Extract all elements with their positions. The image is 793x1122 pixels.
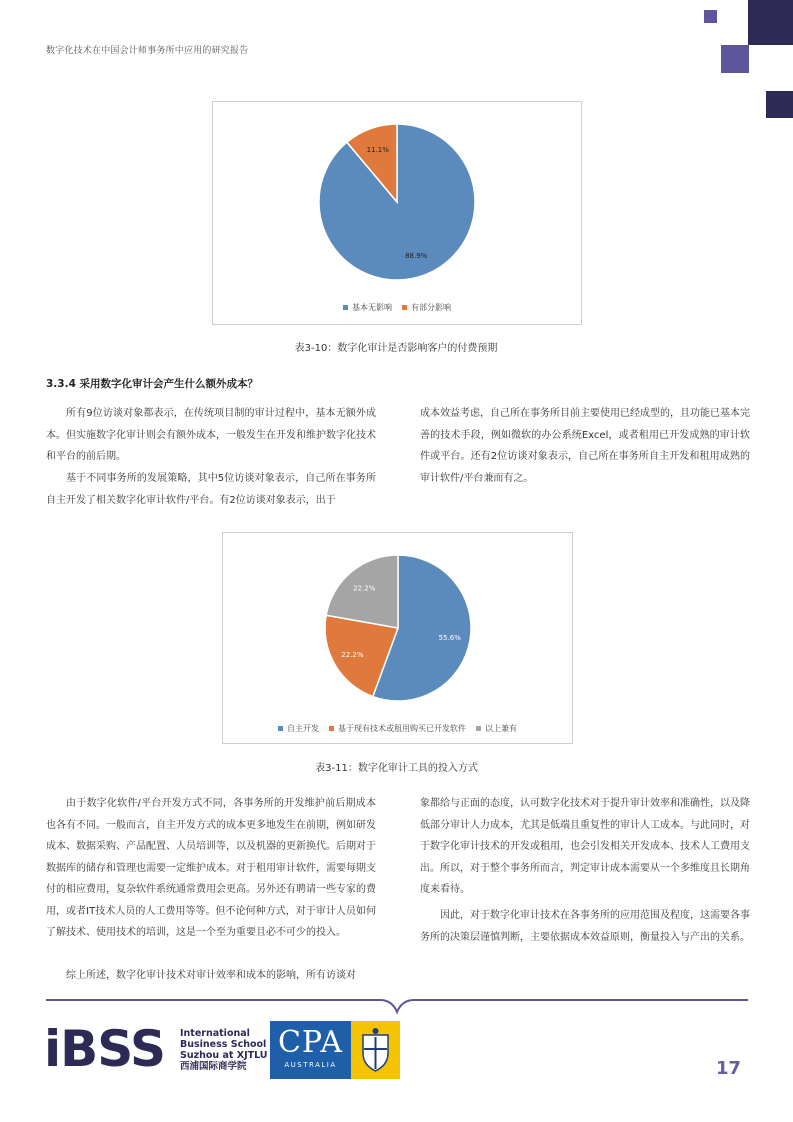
footer-divider: [0, 992, 793, 1022]
paragraph-top-left-2: 基于不同事务所的发展策略，其中5位访谈对象表示，自己所在事务所自主开发了相关数字化审计软件/平台。有2位访谈对象表示，出于: [46, 473, 376, 506]
pie-1-legend-item-0: [343, 302, 392, 313]
pie-1-label-0: 88.9%: [405, 251, 428, 260]
chart-1-legend: [213, 302, 581, 313]
cpa-logo-subtext: AUSTRALIA: [284, 1061, 337, 1069]
ibss-line-4: 西浦国际商学院: [180, 1061, 247, 1072]
pie-chart-2: [223, 533, 572, 718]
paragraph-bottom-right-2: 因此，对于数字化审计技术在各事务所的应用范围及程度，这需要各事务所的决策层谨慎判断，主要依据成本效益原则，衡量投入与产出的关系。: [420, 910, 750, 943]
pie-1-legend-label-0: 基本无影响: [352, 303, 392, 312]
paragraph-top-right: 成本效益考虑，自己所在事务所目前主要使用已经成型的，且功能已基本完善的技术手段，例如微软的办公系统Excel，或者租用已开发成熟的审计软件或平台。还有2位访谈对象表示，自己所在事务所自主开发和租用成熟的审计软件/平台兼而有之。: [420, 408, 750, 484]
corner-square-navy-large: [748, 0, 793, 45]
pie-2-legend-label-0: 自主开发: [287, 724, 319, 733]
pie-2-legend-swatch-1: [329, 726, 334, 731]
chart-2-legend: [223, 723, 572, 734]
pie-2-legend-label-1: 基于现有技术或租用购买已开发软件: [338, 724, 466, 733]
section-heading: 3.3.4 采用数字化审计会产生什么额外成本？: [46, 378, 259, 390]
pie-2-label-2: 22.2%: [353, 584, 376, 593]
page-number: 17: [716, 1058, 742, 1079]
cpa-australia-logo: [270, 1021, 351, 1079]
ibss-line-1: International: [180, 1028, 250, 1039]
pie-1-legend-swatch-0: [343, 305, 348, 310]
paragraph-bottom-left-2: 综上所述，数字化审计技术对审计效率和成本的影响，所有访谈对: [66, 970, 356, 981]
ibss-line-2: Business School: [180, 1039, 267, 1050]
corner-square-purple: [721, 45, 749, 73]
pie-1-legend-label-1: 有部分影响: [411, 303, 451, 312]
paragraph-bottom-right: 象都给与正面的态度，认可数字化技术对于提升审计效率和准确性，以及降低部分审计人力成本，尤其是低端且重复性的审计人工成本。与此同时，对于数字化审计技术的开发或租用，也会引发相关开发成本、技术人工费用支出。所以，对于整个事务所而言，判定审计成本需要从一个多维度且长期角度来看待。: [420, 798, 750, 895]
pie-1-legend-item-1: [402, 302, 451, 313]
corner-square-navy-small: [766, 91, 793, 118]
pie-2-legend-item-1: [329, 723, 466, 734]
ibss-line-3: Suzhou at XJTLU: [180, 1050, 268, 1061]
pie-2-label-0: 55.6%: [438, 634, 461, 643]
corner-square-small: [704, 10, 717, 23]
chart-2-box: [222, 532, 573, 744]
cpa-logo-text: CPA: [277, 1025, 344, 1060]
running-header: 数字化技术在中国会计师事务所中应用的研究报告: [46, 46, 249, 56]
caption-table-3-11: 表3-11：数字化审计工具的投入方式: [315, 763, 478, 774]
chart-1-box: [212, 101, 582, 325]
paragraph-top-left: 所有9位访谈对象都表示，在传统项目制的审计过程中，基本无额外成本。但实施数字化审计则会有额外成本，一般发生在开发和维护数字化技术和平台的前后期。: [46, 408, 376, 462]
pie-1-legend-swatch-1: [402, 305, 407, 310]
crest-logo: [351, 1021, 400, 1079]
pie-2-legend-swatch-2: [476, 726, 481, 731]
paragraph-bottom-left: 由于数字化软件/平台开发方式不同，各事务所的开发维护前后期成本也各有不同。一般而言，自主开发方式的成本更多地发生在前期，例如研发成本、数据采购、产品配置、人员培训等，以及机器的更新换代。后期对于数据库的储存和管理也需要一定维护成本。对于租用审计软件，需要每期支付的相应费用，复杂软件系统通常费用会更高。另外还有聘请一些专家的费用，或者IT技术人员的人工费用等等。但不论何种方式，对于审计人员如何了解技术、使用技术的培训，这是一个至为重要且必不可少的投入。: [46, 798, 376, 938]
pie-2-label-1: 22.2%: [341, 651, 364, 660]
pie-2-legend-swatch-0: [278, 726, 283, 731]
ibss-logo: iBSS: [44, 1020, 166, 1078]
pie-chart-1: [213, 102, 581, 302]
ibss-logo-text: [180, 1028, 268, 1072]
pie-2-legend-item-2: [476, 723, 517, 734]
pie-2-legend-label-2: 以上兼有: [485, 724, 517, 733]
caption-table-3-10: 表3-10：数字化审计是否影响客户的付费预期: [294, 343, 498, 354]
pie-2-legend-item-0: [278, 723, 319, 734]
pie-1-label-1: 11.1%: [366, 146, 389, 155]
crest-icon: [351, 1021, 400, 1079]
